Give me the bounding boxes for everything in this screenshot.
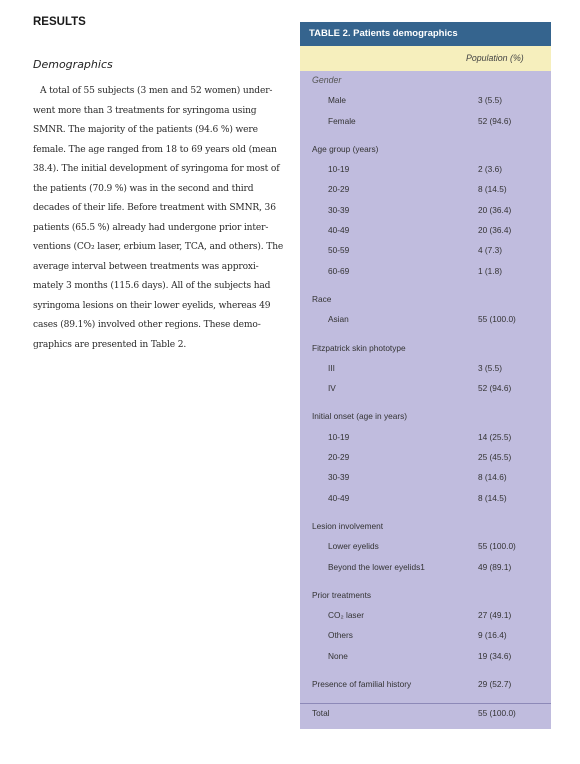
row-label: Lower eyelids [328,541,379,552]
paragraph-line: patients (65.5 %) already had undergone prior inter- [33,222,269,233]
table-row [300,241,551,261]
row-label: 60-69 [328,265,350,276]
row-label: 20-29 [328,452,350,463]
row-label: Gender [312,75,342,85]
paragraph-line: graphics are presented in Table 2. [33,339,187,350]
row-spacer [300,132,551,140]
row-label: 30-39 [328,472,350,483]
row-value: 55 (100.0) [478,541,516,552]
table-group-row [300,704,551,724]
table-row [300,468,551,488]
table-row [300,112,551,132]
row-label: Total [312,708,330,719]
table-group-row [300,339,551,359]
table-group-row [300,517,551,537]
row-label: 40-49 [328,225,350,236]
table-row [300,359,551,379]
row-label: Presence of familial history [312,679,412,690]
paragraph-line: went more than 3 treatments for syringoma using [33,105,257,116]
row-label: Initial onset (age in years) [312,411,408,422]
row-label: CO₂ laser [328,610,364,621]
table-row [300,606,551,626]
row-value: 49 (89.1) [478,561,512,572]
table-row [300,221,551,241]
row-spacer [300,282,551,290]
row-value: 52 (94.6) [478,383,512,394]
row-label: 20-29 [328,184,350,195]
table-row [300,310,551,330]
paragraph-line: female. The age ranged from 18 to 69 years old (mean [33,144,277,155]
table-row [300,91,551,111]
row-spacer [300,667,551,675]
row-value: 8 (14.5) [478,184,507,195]
row-label: Age group (years) [312,143,379,154]
row-label: Female [328,115,356,126]
row-label: III [328,362,335,373]
paragraph-line: cases (89.1%) involved other regions. These demo- [33,320,261,330]
table-group-row [300,71,551,91]
table-row [300,180,551,200]
table-row [300,379,551,399]
row-value: 25 (45.5) [478,452,512,463]
row-label: Beyond the lower eyelids1 [328,561,425,572]
row-label: Asian [328,314,349,325]
table-row [300,262,551,282]
row-value: 4 (7.3) [478,245,502,256]
table-group-row [300,290,551,310]
row-label: Others [328,630,353,641]
table-title: TABLE 2. Patients demographics [300,22,551,46]
row-value: 8 (14.6) [478,472,507,483]
row-spacer [300,695,551,703]
paragraph-line: ventions (CO₂ laser, erbium laser, TCA, and others). The [33,242,284,252]
results-paragraph [33,82,289,355]
row-label: 10-19 [328,164,350,175]
row-label: 40-49 [328,492,350,503]
paragraph-line: the patients (70.9 %) was in the second and third [33,183,254,194]
paragraph-line: A total of 55 subjects (3 men and 52 women) under- [40,86,273,96]
table-row [300,489,551,509]
row-value: 29 (52.7) [478,679,512,690]
row-label: Fitzpatrick skin phototype [312,342,406,353]
row-value: 55 (100.0) [478,314,516,325]
paragraph-line: decades of their life. Before treatment with SMNR, 36 [33,203,276,213]
row-value: 55 (100.0) [478,708,516,719]
row-value: 19 (34.6) [478,650,512,661]
table-row [300,626,551,646]
row-value: 3 (5.5) [478,95,502,106]
paragraph-line: 38.4). The initial development of syringoma for most of [33,164,280,174]
table-group-row [300,407,551,427]
row-label: None [328,650,348,661]
table-group-row [300,586,551,606]
row-label: Male [328,95,346,106]
demographics-table [300,22,551,729]
row-value: 14 (25.5) [478,431,512,442]
row-value: 20 (36.4) [478,225,512,236]
row-value: 2 (3.6) [478,164,502,175]
table-row [300,428,551,448]
table-group-row [300,140,551,160]
row-label: 10-19 [328,431,350,442]
row-spacer [300,509,551,517]
row-label: 50-59 [328,245,350,256]
row-label: IV [328,383,336,394]
table-row [300,647,551,667]
row-spacer [300,331,551,339]
table-row [300,160,551,180]
paragraph-line: average interval between treatments was approxi- [33,261,259,272]
population-column-header: Population (%) [466,53,524,63]
table-row [300,201,551,221]
table-row [300,537,551,557]
row-value: 3 (5.5) [478,362,502,373]
paragraph-line: syringoma lesions on their lower eyelids, whereas 49 [33,300,271,311]
section-heading: RESULTS [33,16,86,28]
subsection-heading: Demographics [33,58,113,71]
row-spacer [300,399,551,407]
row-value: 20 (36.4) [478,204,512,215]
paragraph-line: SMNR. The majority of the patients (94.6 %) were [33,125,258,135]
table-group-row [300,675,551,695]
paragraph-line: mately 3 months (115.6 days). All of the subjects had [33,281,271,291]
row-value: 52 (94.6) [478,115,512,126]
row-value: 1 (1.8) [478,265,502,276]
row-label: 30-39 [328,204,350,215]
table-body [300,71,551,729]
table-row [300,558,551,578]
table-row [300,448,551,468]
row-label: Race [312,293,332,304]
row-value: 9 (16.4) [478,630,507,641]
row-value: 8 (14.5) [478,492,507,503]
row-value: 27 (49.1) [478,610,512,621]
table-column-header-row [300,46,551,71]
row-spacer [300,578,551,586]
row-label: Lesion involvement [312,520,384,531]
row-label: Prior treatments [312,589,372,600]
